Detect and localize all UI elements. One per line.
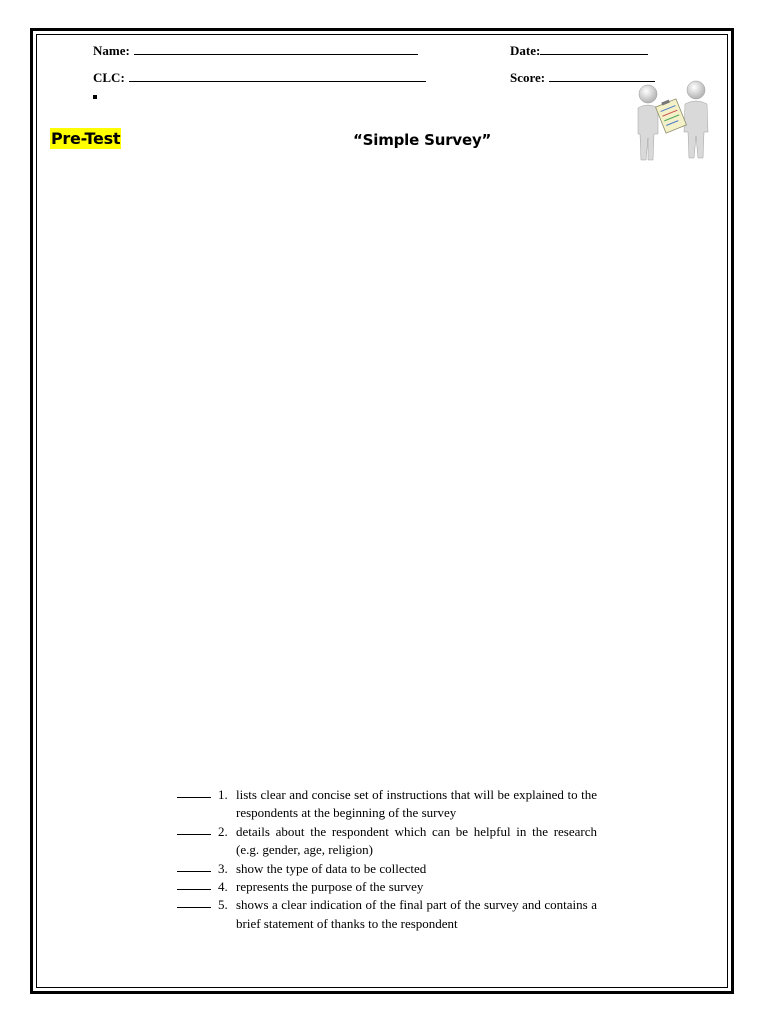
page-title: “Simple Survey” xyxy=(353,131,492,149)
bullet-mark xyxy=(93,95,97,99)
pretest-label: Pre-Test xyxy=(51,129,121,148)
date-blank[interactable] xyxy=(540,42,648,55)
name-blank[interactable] xyxy=(134,42,418,55)
item-number: 1. xyxy=(218,787,228,802)
item-number: 5. xyxy=(218,897,228,913)
date-label: Date: xyxy=(510,43,541,58)
list-item xyxy=(177,896,597,933)
item-text: details about the respondent which can be helpful in the research (e.g. gender, age, religion) xyxy=(236,823,597,858)
list-item xyxy=(177,823,597,860)
name-label: Name: xyxy=(93,43,130,58)
list-item xyxy=(177,860,597,878)
clc-field xyxy=(93,69,426,86)
score-label: Score: xyxy=(510,70,546,85)
answer-blank[interactable] xyxy=(177,860,211,872)
item-text: lists clear and concise set of instructions that will be explained to the respondents at the beginning of the survey xyxy=(236,787,597,821)
clc-blank[interactable] xyxy=(129,69,426,82)
date-field xyxy=(510,42,648,59)
item-text: show the type of data to be collected xyxy=(236,860,427,876)
item-number: 3. xyxy=(218,860,228,876)
answer-blank[interactable] xyxy=(177,823,211,835)
clc-label: CLC: xyxy=(93,70,125,85)
answer-blank[interactable] xyxy=(177,896,211,908)
item-number: 2. xyxy=(218,823,228,839)
people-survey-illustration-icon xyxy=(624,76,714,166)
list-item xyxy=(177,878,597,896)
item-text: represents the purpose of the survey xyxy=(236,879,424,895)
list-item xyxy=(177,786,597,823)
item-text: shows a clear indication of the final part of the survey and contains a brief statement of thanks to the respondent xyxy=(236,897,597,931)
name-field xyxy=(93,42,418,59)
answer-blank[interactable] xyxy=(177,878,211,890)
survey-parts-list xyxy=(177,786,597,933)
answer-blank[interactable] xyxy=(177,786,211,798)
item-number: 4. xyxy=(218,879,228,895)
